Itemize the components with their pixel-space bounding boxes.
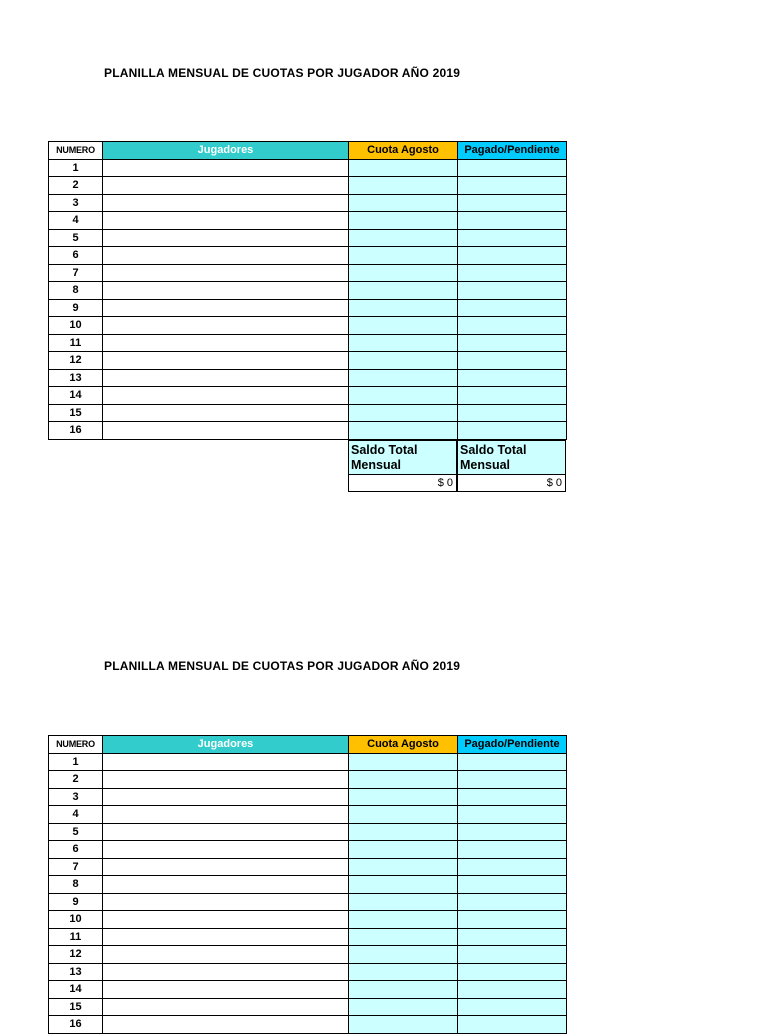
row-number-cell[interactable]: 14 [49,981,103,999]
cuota-cell[interactable] [349,194,458,212]
cuota-cell[interactable] [349,282,458,300]
cuota-cell[interactable] [349,841,458,859]
player-name-cell[interactable] [103,893,349,911]
cuota-cell[interactable] [349,299,458,317]
row-number-cell[interactable]: 15 [49,998,103,1016]
player-name-cell[interactable] [103,387,349,405]
cuota-cell[interactable] [349,963,458,981]
row-number-cell[interactable]: 10 [49,911,103,929]
row-number-cell[interactable]: 8 [49,876,103,894]
table-row [49,876,567,894]
pagado-cell[interactable] [458,369,567,387]
cuota-cell[interactable] [349,753,458,771]
pagado-cell[interactable] [458,841,567,859]
sheet-title: PLANILLA MENSUAL DE CUOTAS POR JUGADOR AÑO 2019 [104,66,461,80]
player-name-cell[interactable] [103,911,349,929]
cuota-cell[interactable] [349,858,458,876]
row-number-cell[interactable]: 7 [49,858,103,876]
cuota-cell[interactable] [349,771,458,789]
pagado-cell[interactable] [458,893,567,911]
table-row [49,317,567,335]
table-row [49,981,567,999]
row-number-cell[interactable]: 4 [49,806,103,824]
table-row [49,753,567,771]
pagado-cell[interactable] [458,788,567,806]
header-numero[interactable]: NUMERO [49,736,103,754]
table-row [49,963,567,981]
header-pagado-pendiente[interactable]: Pagado/Pendiente [458,142,567,160]
table-row [49,928,567,946]
player-name-cell[interactable] [103,823,349,841]
row-number-cell[interactable]: 3 [49,788,103,806]
table-row [49,946,567,964]
row-number-cell[interactable]: 16 [49,422,103,440]
header-jugadores[interactable]: Jugadores [103,736,349,754]
row-number-cell[interactable]: 1 [49,159,103,177]
pagado-cell[interactable] [458,911,567,929]
row-number-cell[interactable]: 13 [49,963,103,981]
row-number-cell[interactable]: 16 [49,1016,103,1034]
player-name-cell[interactable] [103,981,349,999]
table-row [49,264,567,282]
cuota-cell[interactable] [349,823,458,841]
row-number-cell[interactable]: 12 [49,352,103,370]
player-name-cell[interactable] [103,1016,349,1034]
pagado-cell[interactable] [458,264,567,282]
pagado-cell[interactable] [458,858,567,876]
row-number-cell[interactable]: 7 [49,264,103,282]
saldo-total-pagado-label[interactable]: Saldo Total Mensual [457,440,566,474]
cuota-cell[interactable] [349,1016,458,1034]
player-name-cell[interactable] [103,422,349,440]
player-name-cell[interactable] [103,247,349,265]
row-number-cell[interactable]: 12 [49,946,103,964]
row-number-cell[interactable]: 8 [49,282,103,300]
table-row [49,369,567,387]
pagado-cell[interactable] [458,876,567,894]
row-number-cell[interactable]: 5 [49,823,103,841]
player-name-cell[interactable] [103,946,349,964]
player-name-cell[interactable] [103,317,349,335]
row-number-cell[interactable]: 6 [49,841,103,859]
table-row [49,387,567,405]
pagado-cell[interactable] [458,806,567,824]
pagado-cell[interactable] [458,946,567,964]
player-name-cell[interactable] [103,352,349,370]
player-name-cell[interactable] [103,841,349,859]
cuota-cell[interactable] [349,998,458,1016]
saldo-total-cuota-label[interactable]: Saldo Total Mensual [348,440,457,474]
pagado-cell[interactable] [458,317,567,335]
header-numero[interactable]: NUMERO [49,142,103,160]
player-name-cell[interactable] [103,212,349,230]
cuota-cell[interactable] [349,177,458,195]
player-name-cell[interactable] [103,858,349,876]
row-number-cell[interactable]: 2 [49,771,103,789]
player-name-cell[interactable] [103,282,349,300]
row-number-cell[interactable]: 5 [49,229,103,247]
row-number-cell[interactable]: 9 [49,299,103,317]
summary-row [48,440,566,496]
pagado-cell[interactable] [458,771,567,789]
table-row [49,911,567,929]
cuota-cell[interactable] [349,264,458,282]
player-name-cell[interactable] [103,876,349,894]
cuota-cell[interactable] [349,247,458,265]
pagado-cell[interactable] [458,928,567,946]
table-row [49,841,567,859]
row-number-cell[interactable]: 4 [49,212,103,230]
row-number-cell[interactable]: 14 [49,387,103,405]
player-name-cell[interactable] [103,264,349,282]
pagado-cell[interactable] [458,387,567,405]
pagado-cell[interactable] [458,212,567,230]
pagado-cell[interactable] [458,753,567,771]
row-number-cell[interactable]: 9 [49,893,103,911]
cuota-cell[interactable] [349,212,458,230]
pagado-cell[interactable] [458,299,567,317]
table-row [49,998,567,1016]
saldo-total-cuota-value[interactable]: $ 0 [348,474,457,492]
player-name-cell[interactable] [103,369,349,387]
sheet-title: PLANILLA MENSUAL DE CUOTAS POR JUGADOR AÑO 2019 [104,659,461,673]
cuota-cell[interactable] [349,928,458,946]
player-name-cell[interactable] [103,788,349,806]
player-name-cell[interactable] [103,771,349,789]
header-cuota-agosto[interactable]: Cuota Agosto [349,142,458,160]
table-row [49,858,567,876]
row-number-cell[interactable]: 11 [49,928,103,946]
cuotas-table [48,735,567,1034]
row-number-cell[interactable]: 1 [49,753,103,771]
cuotas-table [48,141,567,440]
row-number-cell[interactable]: 10 [49,317,103,335]
player-name-cell[interactable] [103,229,349,247]
player-name-cell[interactable] [103,928,349,946]
row-number-cell[interactable]: 15 [49,404,103,422]
header-pagado-pendiente[interactable]: Pagado/Pendiente [458,736,567,754]
table-row [49,177,567,195]
sheet-2 [48,735,566,1034]
saldo-total-pagado-value[interactable]: $ 0 [457,474,566,492]
cuota-cell[interactable] [349,317,458,335]
pagado-cell[interactable] [458,998,567,1016]
table-row [49,299,567,317]
pagado-cell[interactable] [458,194,567,212]
table-row [49,159,567,177]
pagado-cell[interactable] [458,334,567,352]
row-number-cell[interactable]: 3 [49,194,103,212]
pagado-cell[interactable] [458,282,567,300]
row-number-cell[interactable]: 2 [49,177,103,195]
pagado-cell[interactable] [458,963,567,981]
cuota-cell[interactable] [349,159,458,177]
cuota-cell[interactable] [349,404,458,422]
player-name-cell[interactable] [103,753,349,771]
player-name-cell[interactable] [103,404,349,422]
table-row [49,771,567,789]
table-row [49,404,567,422]
table-row [49,212,567,230]
table-row [49,823,567,841]
pagado-cell[interactable] [458,177,567,195]
table-row [49,893,567,911]
cuota-cell[interactable] [349,893,458,911]
table-row [49,788,567,806]
row-number-cell[interactable]: 11 [49,334,103,352]
cuota-cell[interactable] [349,911,458,929]
table-row [49,194,567,212]
cuota-cell[interactable] [349,334,458,352]
pagado-cell[interactable] [458,404,567,422]
cuota-cell[interactable] [349,422,458,440]
cuota-cell[interactable] [349,981,458,999]
row-number-cell[interactable]: 13 [49,369,103,387]
pagado-cell[interactable] [458,247,567,265]
player-name-cell[interactable] [103,177,349,195]
player-name-cell[interactable] [103,998,349,1016]
header-cuota-agosto[interactable]: Cuota Agosto [349,736,458,754]
player-name-cell[interactable] [103,963,349,981]
header-row [49,736,567,754]
cuota-cell[interactable] [349,369,458,387]
cuota-cell[interactable] [349,788,458,806]
table-row [49,247,567,265]
pagado-cell[interactable] [458,422,567,440]
player-name-cell[interactable] [103,159,349,177]
header-row [49,142,567,160]
cuota-cell[interactable] [349,946,458,964]
cuota-cell[interactable] [349,387,458,405]
table-row [49,806,567,824]
table-row [49,229,567,247]
row-number-cell[interactable]: 6 [49,247,103,265]
pagado-cell[interactable] [458,352,567,370]
player-name-cell[interactable] [103,194,349,212]
table-row [49,352,567,370]
player-name-cell[interactable] [103,334,349,352]
cuota-cell[interactable] [349,352,458,370]
pagado-cell[interactable] [458,981,567,999]
player-name-cell[interactable] [103,806,349,824]
cuota-cell[interactable] [349,806,458,824]
sheet-1 [48,141,566,496]
table-row [49,1016,567,1034]
table-row [49,282,567,300]
pagado-cell[interactable] [458,159,567,177]
table-row [49,422,567,440]
player-name-cell[interactable] [103,299,349,317]
pagado-cell[interactable] [458,229,567,247]
pagado-cell[interactable] [458,823,567,841]
cuota-cell[interactable] [349,229,458,247]
header-jugadores[interactable]: Jugadores [103,142,349,160]
table-row [49,334,567,352]
cuota-cell[interactable] [349,876,458,894]
pagado-cell[interactable] [458,1016,567,1034]
